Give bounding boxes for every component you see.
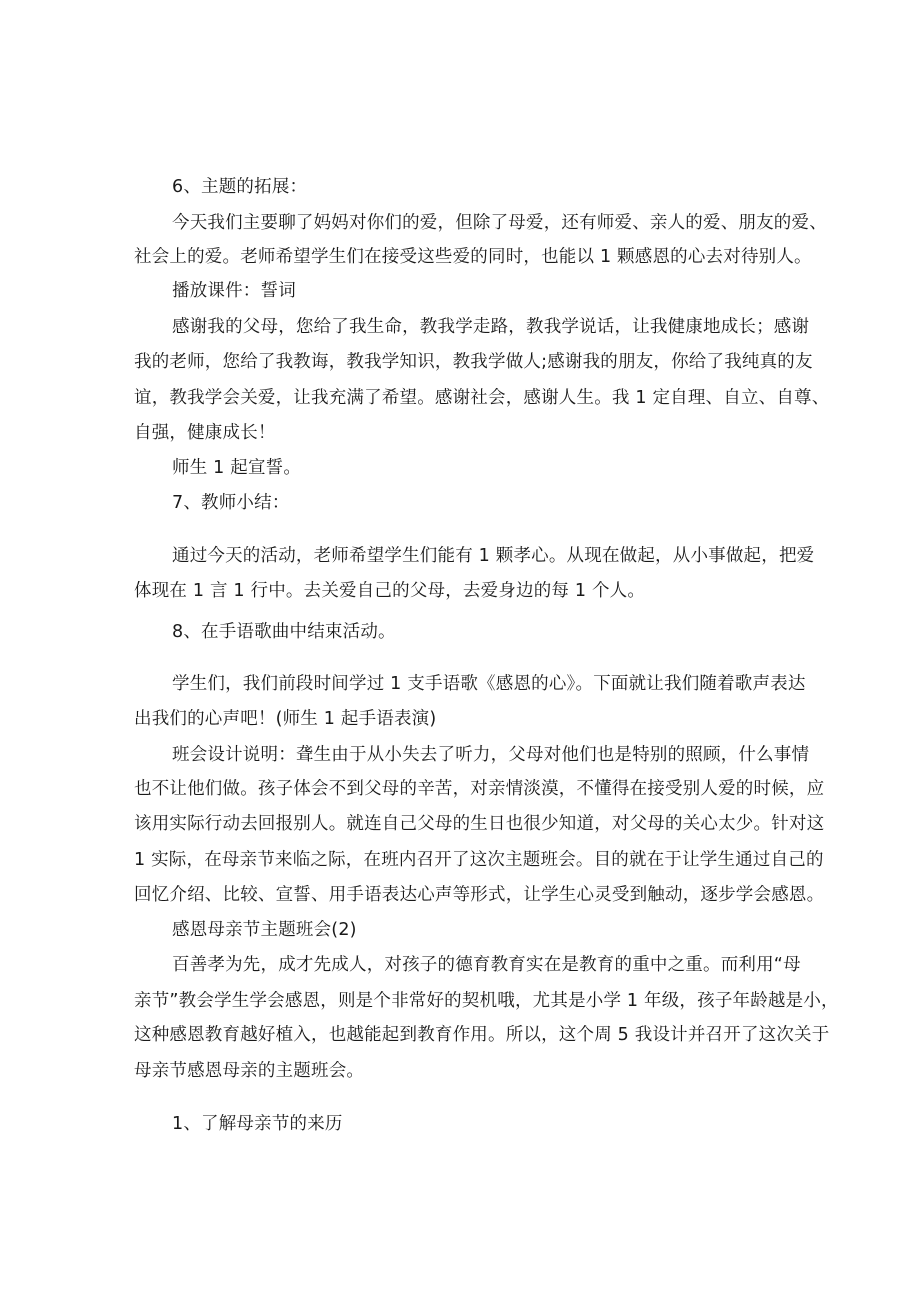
paragraph-line: 体现在 1 言 1 行中。去关爱自己的父母，去爱身边的每 1 个人。 xyxy=(134,581,646,601)
paragraph-line: 也不让他们做。孩子体会不到父母的辛苦，对亲情淡漠，不懂得在接受别人爱的时候，应 xyxy=(134,779,825,799)
section-title: 感恩母亲节主题班会(2) xyxy=(172,920,357,940)
paragraph-line: 亲节”教会学生学会感恩，则是个非常好的契机哦，尤其是小学 1 年级，孩子年龄越是小， xyxy=(134,991,839,1011)
paragraph-line: 播放课件：誓词 xyxy=(172,281,296,301)
heading-6: 6、主题的拓展： xyxy=(172,177,308,197)
heading-1: 1、了解母亲节的来历 xyxy=(172,1114,343,1134)
paragraph-line: 通过今天的活动，老师希望学生们能有 1 颗孝心。从现在做起，从小事做起，把爱 xyxy=(172,546,815,566)
heading-8: 8、在手语歌曲中结束活动。 xyxy=(172,622,396,642)
paragraph-line: 谊，教我学会关爱，让我充满了希望。感谢社会，感谢人生。我 1 定自理、自立、自尊、 xyxy=(134,388,830,408)
paragraph-line: 出我们的心声吧！(师生 1 起手语表演) xyxy=(134,709,437,729)
paragraph-line: 班会设计说明：聋生由于从小失去了听力，父母对他们也是特别的照顾，什么事情 xyxy=(172,745,810,765)
paragraph-line: 师生 1 起宣誓。 xyxy=(172,458,302,478)
paragraph-line: 自强，健康成长！ xyxy=(134,423,276,443)
paragraph-line: 回忆介绍、比较、宣誓、用手语表达心声等形式，让学生心灵受到触动，逐步学会感恩。 xyxy=(134,885,825,905)
paragraph-line: 母亲节感恩母亲的主题班会。 xyxy=(134,1061,365,1081)
paragraph-line: 今天我们主要聊了妈妈对你们的爱，但除了母爱，还有师爱、亲人的爱、朋友的爱、 xyxy=(172,213,827,233)
paragraph-line: 社会上的爱。老师希望学生们在接受这些爱的同时，也能以 1 颗感恩的心去对待别人。 xyxy=(134,247,812,267)
paragraph-line: 学生们，我们前段时间学过 1 支手语歌《感恩的心》。下面就让我们随着歌声表达 xyxy=(172,674,806,694)
paragraph-line: 1 实际，在母亲节来临之际，在班内召开了这次主题班会。目的就在于让学生通过自己的 xyxy=(134,850,824,870)
paragraph-line: 我的老师，您给了我教诲，教我学知识，教我学做人;感谢我的朋友，你给了我纯真的友 xyxy=(134,352,813,372)
paragraph-line: 这种感恩教育越好植入，也越能起到教育作用。所以，这个周 5 我设计并召开了这次关于 xyxy=(134,1025,830,1045)
paragraph-line: 感谢我的父母，您给了我生命，教我学走路，教我学说话，让我健康地成长；感谢 xyxy=(172,317,810,337)
heading-7: 7、教师小结： xyxy=(172,493,290,513)
paragraph-line: 该用实际行动去回报别人。就连自己父母的生日也很少知道，对父母的关心太少。针对这 xyxy=(134,814,825,834)
paragraph-line: 百善孝为先，成才先成人，对孩子的德育教育实在是教育的重中之重。而利用“母 xyxy=(172,955,801,975)
